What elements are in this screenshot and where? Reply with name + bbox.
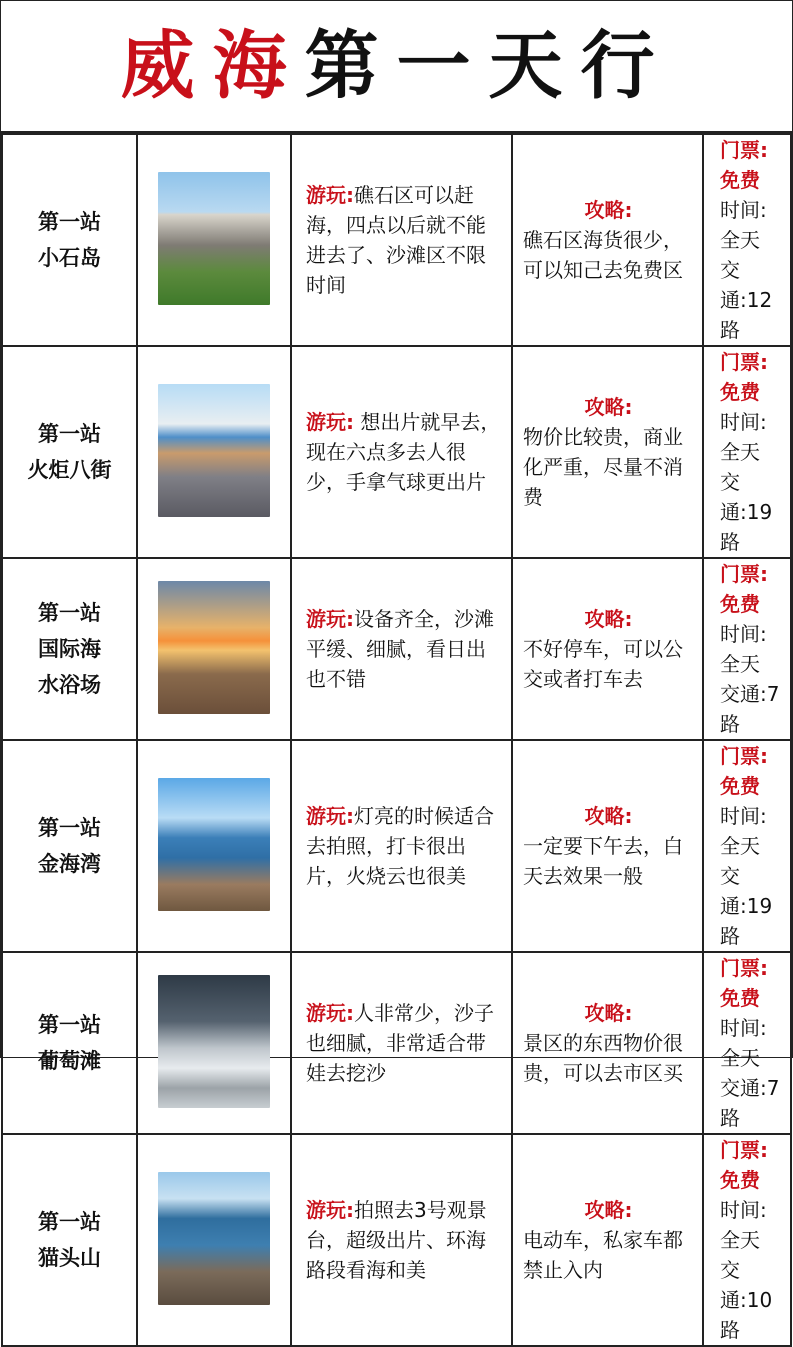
stop-name-cell xyxy=(2,1134,137,1346)
attraction-name: 葡萄滩 xyxy=(38,1049,101,1073)
play-label: 游玩: xyxy=(306,804,354,828)
stop-name-cell xyxy=(2,558,137,740)
play-cell xyxy=(291,740,512,952)
table-row xyxy=(2,134,791,346)
info-cell xyxy=(703,346,791,558)
attraction-name: 火炬八街 xyxy=(27,458,112,482)
stop-label: 第一站 xyxy=(38,816,101,840)
traffic-info: 交通:10路 xyxy=(720,1258,773,1342)
guide-cell xyxy=(512,740,703,952)
info-cell xyxy=(703,134,791,346)
guide-label: 攻略: xyxy=(584,198,633,222)
guide-text: 礁石区海货很少，可以知己去免费区 xyxy=(523,228,683,282)
guide-label: 攻略: xyxy=(584,395,633,419)
guide-text: 电动车，私家车都禁止入内 xyxy=(523,1228,683,1282)
street-photo xyxy=(158,384,270,517)
ticket-info: 门票:免费 xyxy=(720,956,768,1010)
traffic-info: 交通:19路 xyxy=(720,470,773,554)
time-info: 时间:全天 xyxy=(720,622,767,676)
table-row xyxy=(2,952,791,1134)
table-row xyxy=(2,740,791,952)
play-text: 礁石区可以赶海，四点以后就不能进去了、沙滩区不限时间 xyxy=(306,183,486,297)
play-label: 游玩: xyxy=(306,1001,354,1025)
stop-name-cell xyxy=(2,952,137,1134)
photo-cell xyxy=(137,1134,291,1346)
ticket-info: 门票:免费 xyxy=(720,744,768,798)
play-text: 人非常少，沙子也细腻，非常适合带娃去挖沙 xyxy=(306,1001,494,1085)
table-row xyxy=(2,1134,791,1346)
guide-cell xyxy=(512,1134,703,1346)
traffic-info: 交通:7路 xyxy=(720,1076,780,1130)
title-city: 威海 xyxy=(120,23,305,109)
play-label: 游玩: xyxy=(306,410,354,434)
photo-cell xyxy=(137,952,291,1134)
play-cell xyxy=(291,1134,512,1346)
ticket-info: 门票:免费 xyxy=(720,350,768,404)
play-label: 游玩: xyxy=(306,183,354,207)
table-row xyxy=(2,346,791,558)
guide-text: 景区的东西物价很贵，可以去市区买 xyxy=(523,1031,683,1085)
play-text: 拍照去3号观景台，超级出片、环海路段看海和美 xyxy=(306,1198,487,1282)
info-cell xyxy=(703,1134,791,1346)
guide-label: 攻略: xyxy=(584,1001,633,1025)
attraction-name: 水浴场 xyxy=(38,673,101,697)
guide-cell xyxy=(512,134,703,346)
time-info: 时间:全天 xyxy=(720,804,767,858)
snowy-beach-photo xyxy=(158,975,270,1108)
info-cell xyxy=(703,558,791,740)
traffic-info: 交通:7路 xyxy=(720,682,780,736)
stop-name-cell xyxy=(2,134,137,346)
guide-label: 攻略: xyxy=(584,804,633,828)
page-title xyxy=(1,1,792,133)
guide-label: 攻略: xyxy=(584,607,633,631)
attraction-name: 金海湾 xyxy=(38,852,101,876)
time-info: 时间:全天 xyxy=(720,1016,767,1070)
small-island-rock-photo xyxy=(158,172,270,305)
stop-label: 第一站 xyxy=(38,601,101,625)
cliff-walkway-photo xyxy=(158,1172,270,1305)
photo-cell xyxy=(137,134,291,346)
table-row xyxy=(2,558,791,740)
guide-cell xyxy=(512,346,703,558)
guide-label: 攻略: xyxy=(584,1198,633,1222)
stop-name-cell xyxy=(2,740,137,952)
itinerary-table xyxy=(1,133,792,1347)
attraction-name: 猫头山 xyxy=(38,1246,101,1270)
pier-photo xyxy=(158,778,270,911)
guide-text: 一定要下午去，白天去效果一般 xyxy=(523,834,683,888)
guide-text: 不好停车，可以公交或者打车去 xyxy=(523,637,683,691)
ticket-info: 门票:免费 xyxy=(720,562,768,616)
play-text: 设备齐全，沙滩平缓、细腻，看日出也不错 xyxy=(306,607,494,691)
stop-label: 第一站 xyxy=(38,210,101,234)
attraction-name: 小石岛 xyxy=(38,246,101,270)
play-cell xyxy=(291,346,512,558)
stop-label: 第一站 xyxy=(38,422,101,446)
ticket-info: 门票:免费 xyxy=(720,1138,768,1192)
photo-cell xyxy=(137,740,291,952)
guide-text: 物价比较贵，商业化严重，尽量不消费 xyxy=(523,425,683,509)
play-text: 灯亮的时候适合去拍照，打卡很出片，火烧云也很美 xyxy=(306,804,494,888)
time-info: 时间:全天 xyxy=(720,410,767,464)
attraction-name: 国际海 xyxy=(38,637,101,661)
play-label: 游玩: xyxy=(306,1198,354,1222)
info-cell xyxy=(703,740,791,952)
time-info: 时间:全天 xyxy=(720,1198,767,1252)
play-cell xyxy=(291,558,512,740)
play-cell xyxy=(291,134,512,346)
play-cell xyxy=(291,952,512,1134)
ticket-info: 门票:免费 xyxy=(720,138,768,192)
info-cell xyxy=(703,952,791,1134)
play-label: 游玩: xyxy=(306,607,354,631)
stop-label: 第一站 xyxy=(38,1210,101,1234)
guide-cell xyxy=(512,558,703,740)
title-rest: 第一天行 xyxy=(304,23,673,109)
guide-cell xyxy=(512,952,703,1134)
photo-cell xyxy=(137,346,291,558)
time-info: 时间:全天 xyxy=(720,198,767,252)
traffic-info: 交通:12路 xyxy=(720,258,773,342)
traffic-info: 交通:19路 xyxy=(720,864,773,948)
stop-label: 第一站 xyxy=(38,1013,101,1037)
photo-cell xyxy=(137,558,291,740)
sunrise-beach-photo xyxy=(158,581,270,714)
play-text: 想出片就早去，现在六点多去人很少，手拿气球更出片 xyxy=(306,410,501,494)
stop-name-cell xyxy=(2,346,137,558)
